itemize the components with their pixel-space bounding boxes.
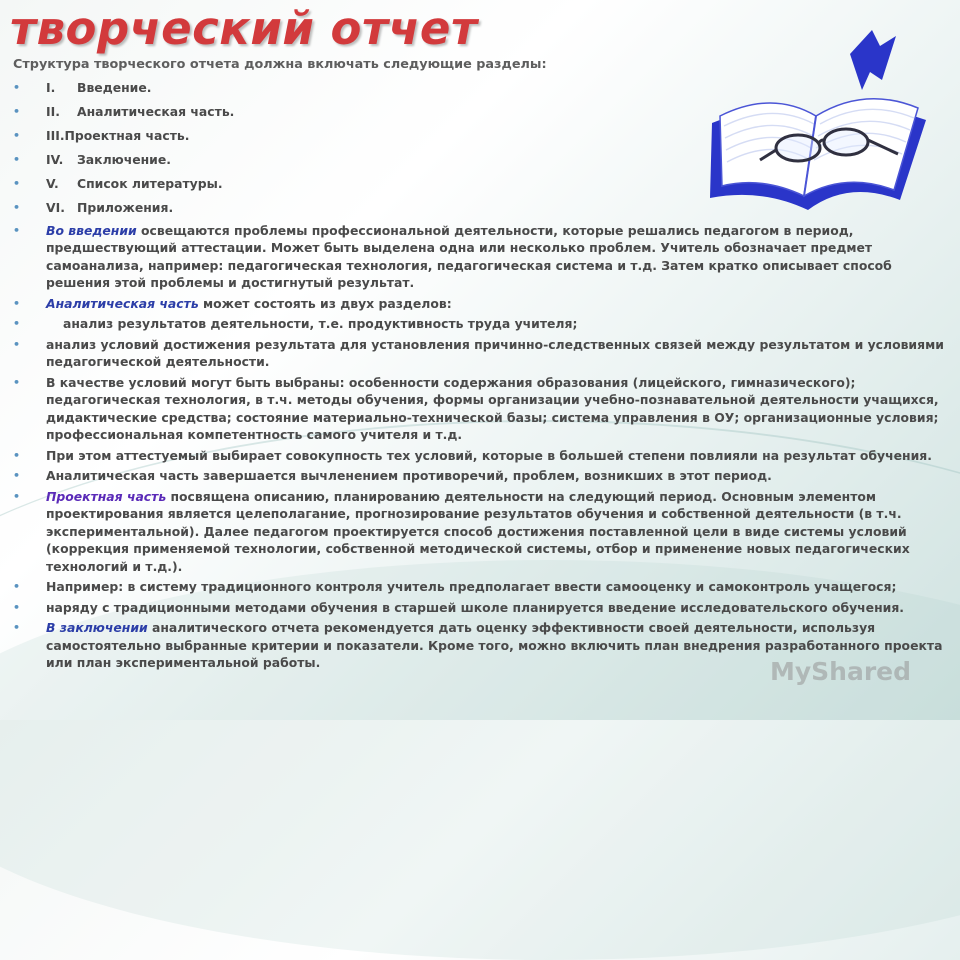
project-paragraph: • Проектная часть посвящена описанию, планированию деятельности на следующий период. Основным элементом проектирования является целеполагание, прогнозирование результатов обучения и собственной деятельности (в т.ч. экспериментальной). Далее педагогом проектируется способ достижения поставленной цели в виде системы условий (коррекция применяемой технологии, собственной методической системы, отбор и применение новых педагогических технологий и т.д.). [13, 488, 948, 576]
conditions-paragraph: • В качестве условий могут быть выбраны: особенности содержания образования (лицейского, гимназического); педагогическая технология, в т.ч. методы обучения, формы организации учебно-познавательной деятельности учащихся, дидактические средства; состояние материально-технической базы; система управления в ОУ; организационные условия; профессиональная компетентность самого учителя и т.д. [13, 374, 948, 444]
content-list [13, 79, 948, 672]
watermark: MyShared [770, 657, 912, 686]
analytic-highlight: Аналитическая часть [46, 295, 199, 311]
alongside-paragraph: • наряду с традиционными методами обучения в старшей школе планируется введение исследовательского обучения. [13, 599, 948, 617]
conclusion-paragraph: • В заключении аналитического отчета рекомендуется дать оценку эффективности своей деятельности, используя самостоятельно выбранные критерии и показатели. Кроме того, можно включить план внедрения разработанного проекта или план экспериментальной работы. [13, 619, 948, 672]
intro-highlight: Во введении [46, 222, 137, 238]
conclusion-highlight: В заключении [46, 620, 148, 635]
intro-paragraph: • Во введении освещаются проблемы профессиональной деятельности, которые решались педагогом в период, предшествующий аттестации. Может быть выделена одна или несколько проблем. Учитель обозначает предмет самоанализа, например: педагогическая технология, педагогическая система и т.д. Затем кратко описывает способ решения этой проблемы и достигнутый результат. [13, 222, 948, 292]
subtitle: Структура творческого отчета должна включать следующие разделы: [13, 57, 547, 72]
section-item-2: • II. Аналитическая часть. [13, 103, 948, 121]
section-item-5: • V. Список литературы. [13, 175, 948, 193]
section-item-1: • I. Введение. [13, 79, 948, 97]
project-highlight: Проектная часть [46, 488, 167, 504]
analytic-paragraph: • Аналитическая часть может состоять из двух разделов: [13, 295, 948, 313]
analytic-item-2: • анализ условий достижения результата для установления причинно-следственных связей между результатом и условиями педагогической деятельности. [13, 336, 948, 371]
example-paragraph: • Например: в систему традиционного контроля учитель предполагает ввести самооценку и самоконтроль учащегося; [13, 578, 948, 596]
analytic-end-paragraph: • Аналитическая часть завершается вычленением противоречий, проблем, возникших в этот период. [13, 467, 948, 485]
analytic-item-1: • анализ результатов деятельности, т.е. продуктивность труда учителя; [13, 315, 948, 333]
page-title: творческий отчет [10, 2, 478, 55]
section-item-3: • III.Проектная часть. [13, 127, 948, 145]
section-item-6: • VI. Приложения. [13, 199, 948, 217]
section-item-4: • IV. Заключение. [13, 151, 948, 169]
choice-paragraph: • При этом аттестуемый выбирает совокупность тех условий, которые в большей степени повлияли на результат обучения. [13, 447, 948, 465]
